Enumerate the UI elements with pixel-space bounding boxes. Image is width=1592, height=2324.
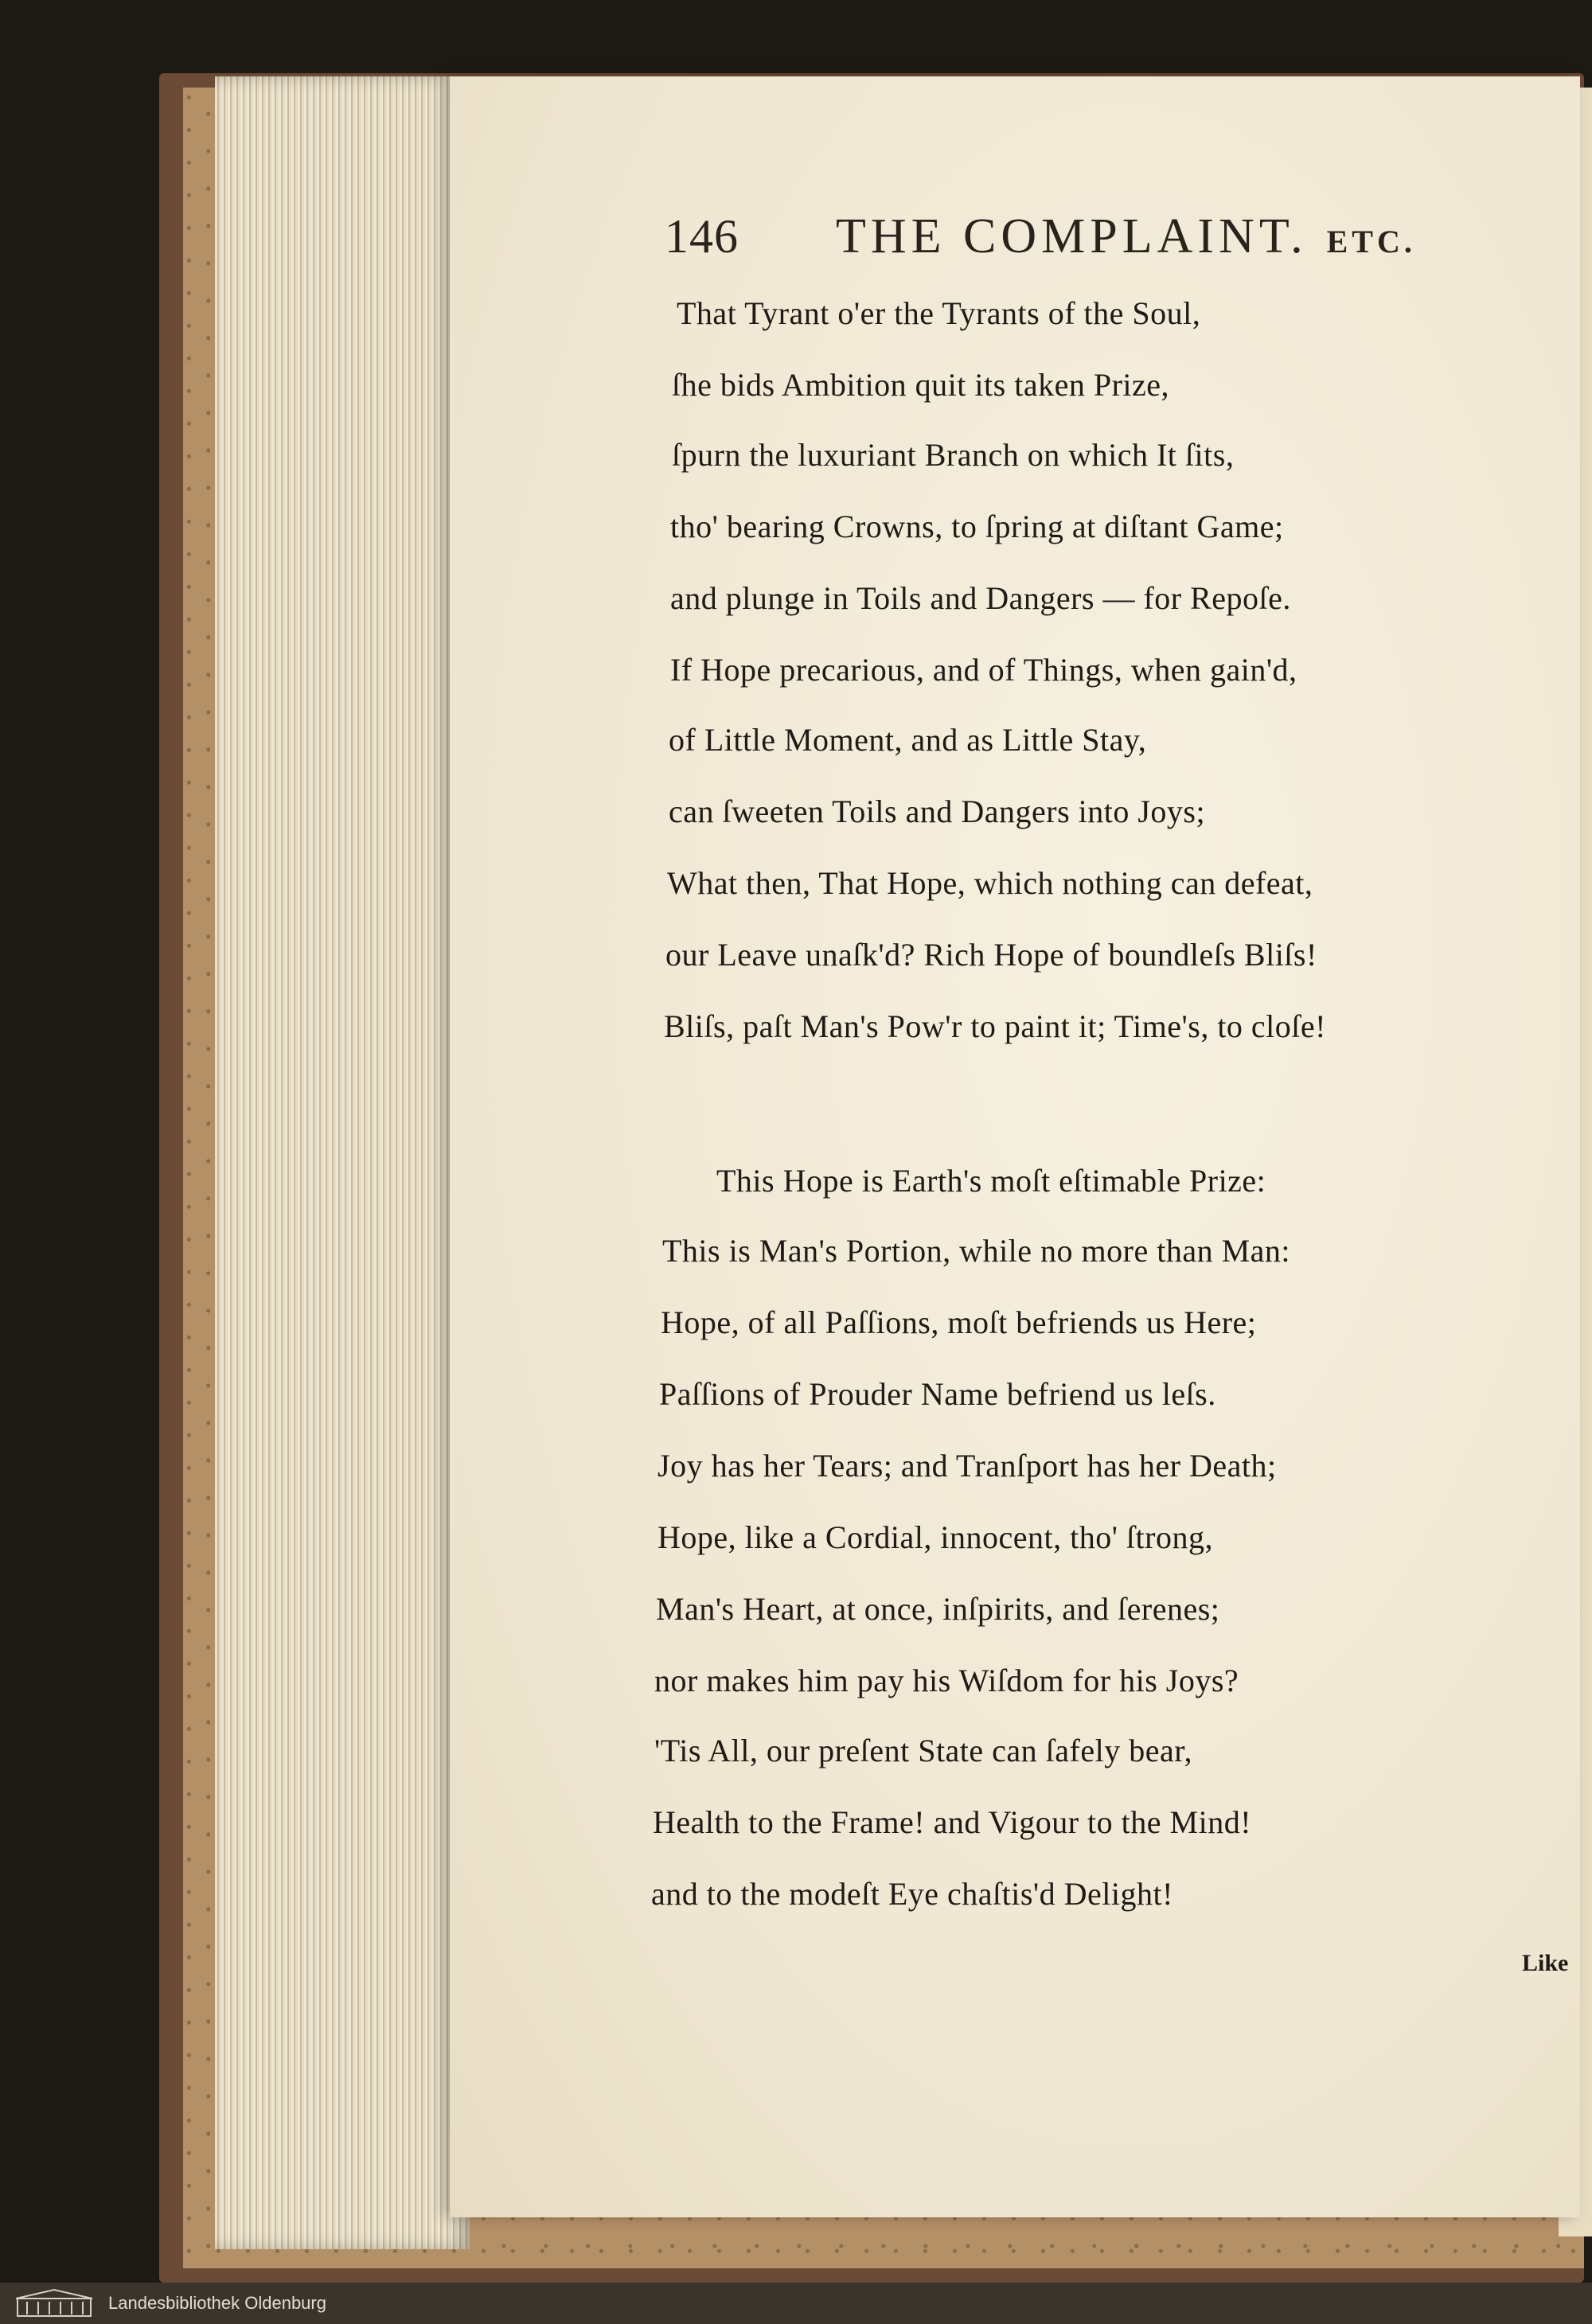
poem-line: of Little Moment, and as Little Stay,: [669, 722, 1147, 758]
library-building-icon: [14, 2287, 94, 2319]
library-name: Landesbibliothek Oldenburg: [108, 2293, 326, 2313]
poem-line: This Hope is Earth's moſt eſtimable Prize:: [716, 1163, 1266, 1199]
poem-line: and plunge in Toils and Dangers — for Repoſe.: [670, 580, 1291, 616]
poem-line: ſpurn the luxuriant Branch on which It ſits,: [672, 437, 1235, 473]
running-title-etc: ETC.: [1326, 224, 1416, 259]
poem-line: Joy has her Tears; and Tranſport has her Death;: [657, 1448, 1277, 1484]
footer-bar: [0, 2283, 1592, 2324]
poem-line: Hope, like a Cordial, innocent, tho' ſtrong,: [657, 1519, 1213, 1555]
page-number: 146: [665, 210, 739, 263]
poem-line: 'Tis All, our preſent State can ſafely bear,: [654, 1733, 1192, 1768]
poem-line: Bliſs, paſt Man's Pow'r to paint it; Time's, to cloſe!: [664, 1008, 1326, 1044]
poem-line: tho' bearing Crowns, to ſpring at diſtant Game;: [670, 509, 1284, 544]
running-title: THE COMPLAINT.: [836, 209, 1308, 263]
poem-line: Health to the Frame! and Vigour to the Mind!: [653, 1804, 1252, 1840]
catchword: Like: [1522, 1950, 1569, 1976]
poem-line: ſhe bids Ambition quit its taken Prize,: [672, 367, 1170, 403]
poem-line: What then, That Hope, which nothing can defeat,: [667, 865, 1313, 901]
poem-line: our Leave unaſk'd? Rich Hope of boundleſs Bliſs!: [665, 937, 1317, 973]
poem-line: nor makes him pay his Wiſdom for his Joys?: [654, 1663, 1239, 1698]
poem-line: Paſſions of Prouder Name befriend us leſs.: [659, 1376, 1216, 1412]
poem-line: If Hope precarious, and of Things, when gain'd,: [670, 652, 1297, 688]
running-header: [665, 209, 1416, 272]
poem-line: This is Man's Portion, while no more than Man:: [662, 1233, 1291, 1269]
poem-line: and to the modeſt Eye chaſtis'd Delight!: [651, 1876, 1173, 1912]
poem-line: Man's Heart, at once, inſpirits, and ſerenes;: [656, 1591, 1220, 1627]
page-edges: [215, 76, 470, 2249]
poem-line: can ſweeten Toils and Dangers into Joys;: [669, 794, 1206, 829]
poem-line: That Tyrant o'er the Tyrants of the Soul,: [677, 295, 1201, 331]
book-page: [450, 76, 1580, 2217]
poem-line: Hope, of all Paſſions, moſt befriends us Here;: [661, 1304, 1257, 1340]
